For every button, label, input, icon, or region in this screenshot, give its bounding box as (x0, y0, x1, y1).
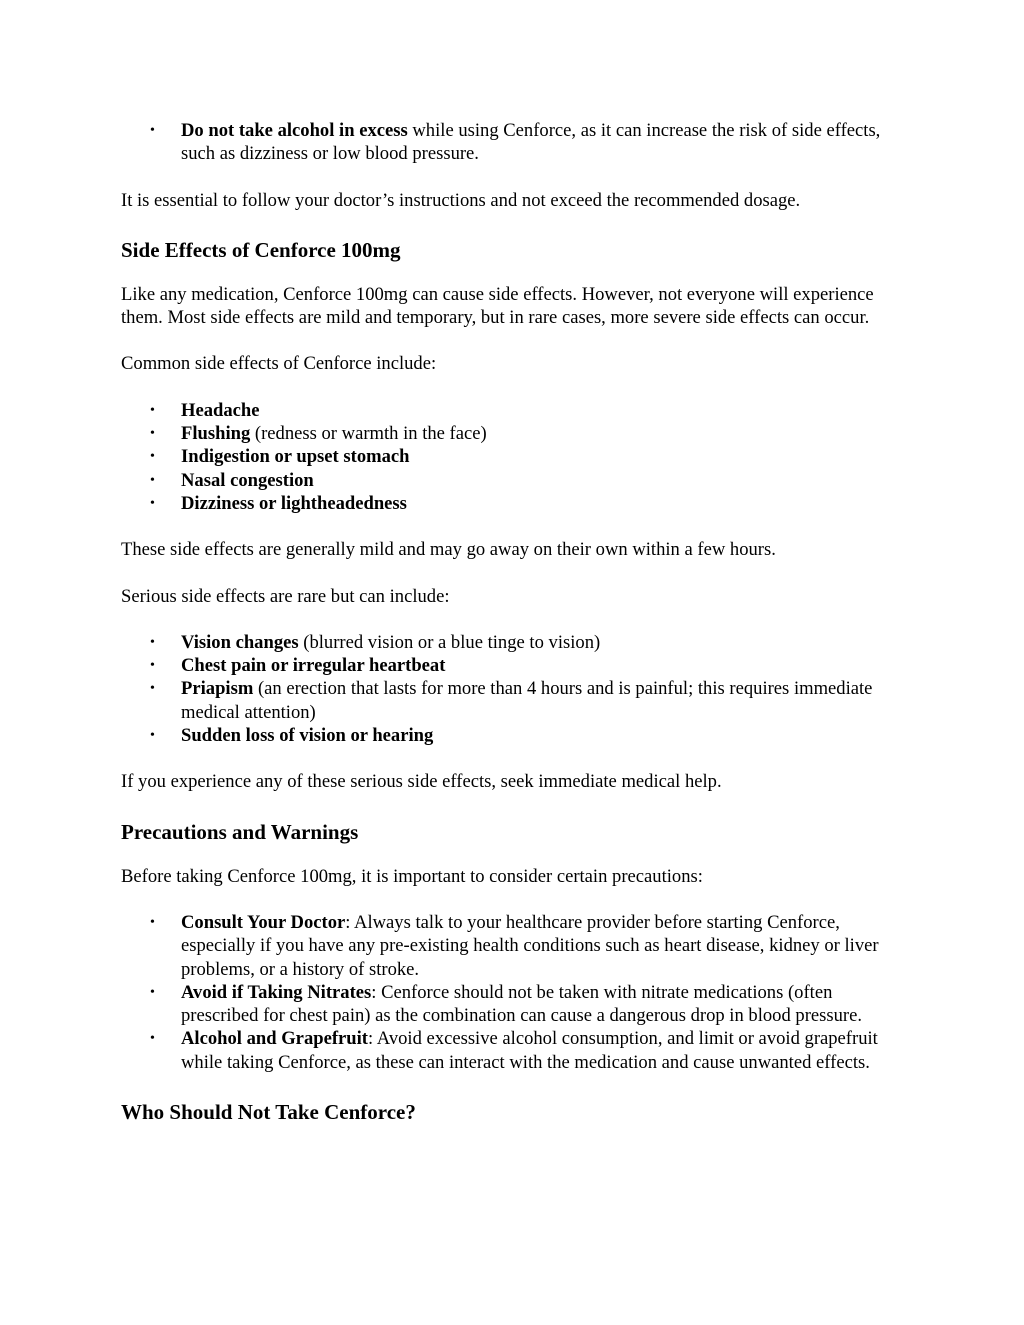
precautions-list (121, 911, 911, 1074)
list-item: • Avoid if Taking Nitrates: Cenforce should not be taken with nitrate medications (often prescribed for chest pain) as the combination can cause a dangerous drop in blood pressure. (150, 981, 863, 1027)
precautions-intro: Before taking Cenforce 100mg, it is important to consider certain precautions: (121, 865, 703, 887)
list-item: • Nasal congestion (150, 469, 314, 491)
bullet-icon: • (150, 495, 155, 511)
document-page (121, 119, 911, 1125)
list-item: • Consult Your Doctor: Always talk to your healthcare provider before starting Cenforce, especially if you have any pre-existing health conditions such as heart disease, kidney or liver problems, or a history of stroke. (150, 911, 879, 980)
list-item: • Sudden loss of vision or hearing (150, 725, 434, 747)
list-item: • Chest pain or irregular heartbeat (150, 655, 446, 677)
common-side-effects-list (121, 399, 911, 515)
serious-side-effects-note: If you experience any of these serious side effects, seek immediate medical help. (121, 771, 722, 793)
bullet-icon: • (150, 681, 155, 697)
side-effects-paragraph: Like any medication, Cenforce 100mg can cause side effects. However, not everyone will experience them. Most side effects are mild and temporary, but in rare cases, more severe side effects can occur. (121, 283, 874, 329)
bullet-icon: • (150, 634, 155, 650)
bullet-icon: • (150, 123, 155, 138)
bullet-icon: • (150, 472, 155, 488)
list-item: • Flushing (redness or warmth in the face) (150, 423, 487, 445)
list-item: • Priapism (an erection that lasts for more than 4 hours and is painful; this requires immediate medical attention) (150, 678, 873, 723)
list-item: • Vision changes (blurred vision or a blue tinge to vision) (150, 631, 601, 653)
common-side-effects-intro: Common side effects of Cenforce include: (121, 353, 437, 375)
side-effects-heading: Side Effects of Cenforce 100mg (121, 237, 401, 262)
list-item: • Headache (150, 399, 260, 421)
intro-paragraph: It is essential to follow your doctor’s instructions and not exceed the recommended dosage. (121, 189, 801, 211)
bullet-icon: • (150, 914, 155, 930)
bullet-icon: • (150, 449, 155, 465)
list-item: • Do not take alcohol in excess while using Cenforce, as it can increase the risk of side effects, such as dizziness or low blood pressure. (150, 120, 881, 165)
precautions-heading: Precautions and Warnings (121, 819, 359, 844)
serious-side-effects-intro: Serious side effects are rare but can include: (121, 585, 450, 607)
bullet-icon: • (150, 426, 155, 442)
common-side-effects-note: These side effects are generally mild and may go away on their own within a few hours. (121, 539, 776, 561)
bullet-icon: • (150, 402, 155, 418)
who-should-not-heading: Who Should Not Take Cenforce? (121, 1100, 416, 1125)
bullet-icon: • (150, 1031, 155, 1047)
bullet-icon: • (150, 658, 155, 674)
bullet-icon: • (150, 984, 155, 1000)
intro-list (121, 119, 911, 166)
list-item: • Indigestion or upset stomach (150, 446, 410, 468)
list-item: • Dizziness or lightheadedness (150, 492, 407, 514)
bullet-icon: • (150, 728, 155, 744)
list-item: • Alcohol and Grapefruit: Avoid excessive alcohol consumption, and limit or avoid grapefruit while taking Cenforce, as these can interact with the medication and cause unwanted effects. (150, 1028, 878, 1073)
serious-side-effects-list (121, 631, 911, 747)
